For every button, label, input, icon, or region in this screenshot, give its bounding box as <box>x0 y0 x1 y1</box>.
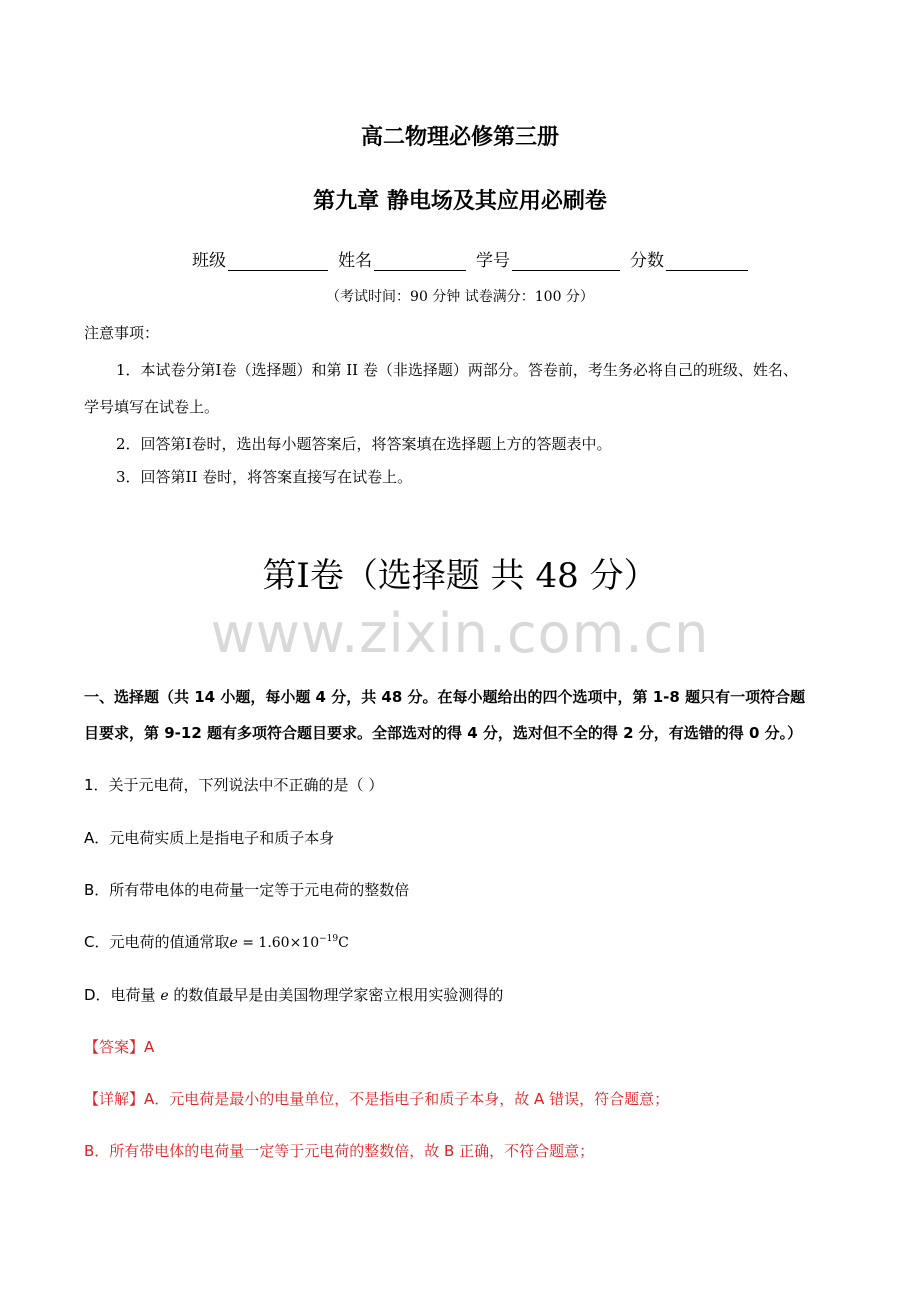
id-label: 学号 <box>476 251 510 271</box>
elementary-charge-formula <box>229 935 348 951</box>
note-item: 学号填写在试卷上。 <box>84 398 220 416</box>
answer-line <box>84 1036 154 1057</box>
score-blank[interactable] <box>666 252 748 271</box>
score-label: 分数 <box>630 251 664 271</box>
name-blank[interactable] <box>374 252 466 271</box>
answer-value: A <box>144 1038 155 1056</box>
formula-value: = 1.60×10 <box>237 935 320 951</box>
explanation-line <box>84 1088 669 1109</box>
explanation-b: B．所有带电体的电荷量一定等于元电荷的整数倍，故 B 正确，不符合题意； <box>84 1142 595 1160</box>
class-blank[interactable] <box>228 252 328 271</box>
formula-unit: C <box>338 935 349 951</box>
instructions-line: 目要求，第 9-12 题有多项符合题目要求。全部选对的得 4 分，选对但不全的得 2 分，有选错的得 0 分。） <box>84 724 803 742</box>
exam-time: （考试时间：90 分钟 试卷满分：100 分） <box>326 289 594 305</box>
question-stem: 1．关于元电荷，下列说法中不正确的是（ ） <box>84 776 384 794</box>
option-a: A．元电荷实质上是指电子和质子本身 <box>84 829 335 847</box>
answer-label: 【答案】 <box>84 1038 145 1056</box>
formula-variable: e <box>229 935 238 951</box>
student-info-row <box>192 246 758 271</box>
option-d-variable: e <box>160 988 169 1004</box>
explanation-label: 【详解】 <box>84 1090 145 1108</box>
option-b: B．所有带电体的电荷量一定等于元电荷的整数倍 <box>84 881 410 899</box>
option-d <box>84 984 503 1005</box>
option-c-text: C．元电荷的值通常取 <box>84 933 230 951</box>
note-item: 1．本试卷分第Ⅰ卷（选择题）和第 II 卷（非选择题）两部分。答卷前，考生务必将自己的班级、姓名、 <box>116 361 798 379</box>
explanation-a: A．元电荷是最小的电量单位，不是指电子和质子本身，故 A 错误，符合题意； <box>144 1090 670 1108</box>
note-item: 3．回答第II 卷时，将答案直接写在试卷上。 <box>116 468 413 486</box>
name-label: 姓名 <box>338 251 372 271</box>
class-label: 班级 <box>192 251 226 271</box>
chapter-title: 第九章 静电场及其应用必刷卷 <box>313 189 607 214</box>
option-d-prefix: D．电荷量 <box>84 986 161 1004</box>
section-title: 第Ⅰ卷（选择题 共 48 分） <box>262 556 658 596</box>
option-c <box>84 931 349 952</box>
formula-exponent: −19 <box>319 934 339 944</box>
instructions-line: 一、选择题（共 14 小题，每小题 4 分，共 48 分。在每小题给出的四个选项中，第 1-8 题只有一项符合题 <box>84 688 806 706</box>
note-item: 2．回答第Ⅰ卷时，选出每小题答案后，将答案填在选择题上方的答题表中。 <box>116 435 612 453</box>
watermark: www.zixin.com.cn <box>210 602 710 665</box>
document-title: 高二物理必修第三册 <box>360 125 559 150</box>
option-d-suffix: 的数值最早是由美国物理学家密立根用实验测得的 <box>168 986 504 1004</box>
notes-heading: 注意事项： <box>84 324 160 342</box>
id-blank[interactable] <box>512 252 620 271</box>
